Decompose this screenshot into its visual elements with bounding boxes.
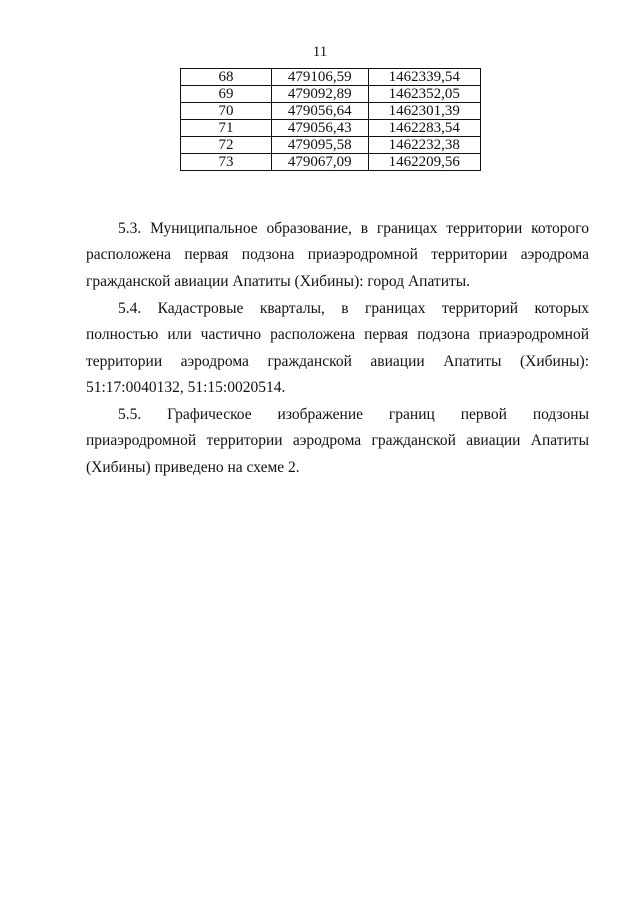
point-number-cell: 68 bbox=[181, 69, 272, 86]
table-row bbox=[181, 154, 481, 171]
table-row bbox=[181, 137, 481, 154]
y-coordinate-cell: 1462339,54 bbox=[368, 69, 480, 86]
y-coordinate-cell: 1462283,54 bbox=[368, 120, 480, 137]
table-row bbox=[181, 103, 481, 120]
table-row bbox=[181, 86, 481, 103]
x-coordinate-cell: 479056,64 bbox=[271, 103, 368, 120]
x-coordinate-cell: 479056,43 bbox=[271, 120, 368, 137]
x-coordinate-cell: 479067,09 bbox=[271, 154, 368, 171]
table-row bbox=[181, 69, 481, 86]
page-number: 11 bbox=[312, 44, 328, 60]
point-number-cell: 72 bbox=[181, 137, 272, 154]
coordinates-table bbox=[180, 68, 481, 171]
point-number-cell: 70 bbox=[181, 103, 272, 120]
table-row bbox=[181, 120, 481, 137]
y-coordinate-cell: 1462232,38 bbox=[368, 137, 480, 154]
x-coordinate-cell: 479092,89 bbox=[271, 86, 368, 103]
x-coordinate-cell: 479106,59 bbox=[271, 69, 368, 86]
point-number-cell: 73 bbox=[181, 154, 272, 171]
paragraph-5-5-graphic-image: 5.5. Графическое изображение границ первой подзоны приаэродромной территории аэродрома гражданской авиации Апатиты (Хибины) приведено на схеме 2. bbox=[86, 405, 589, 476]
paragraph-5-4-cadastral-quarters: 5.4. Кадастровые кварталы, в границах территорий которых полностью или частично расположена первая подзона приаэродромной территории аэродрома гражданской авиации Апатиты (Хибины): 51:17:0040132, 51:15:0020514. bbox=[86, 299, 589, 396]
paragraph-5-3-municipality: 5.3. Муниципальное образование, в границах территории которого расположена первая подзона приаэродромной территории аэродрома гражданской авиации Апатиты (Хибины): город Апатиты. bbox=[86, 219, 589, 290]
point-number-cell: 71 bbox=[181, 120, 272, 137]
y-coordinate-cell: 1462301,39 bbox=[368, 103, 480, 120]
x-coordinate-cell: 479095,58 bbox=[271, 137, 368, 154]
y-coordinate-cell: 1462352,05 bbox=[368, 86, 480, 103]
point-number-cell: 69 bbox=[181, 86, 272, 103]
y-coordinate-cell: 1462209,56 bbox=[368, 154, 480, 171]
